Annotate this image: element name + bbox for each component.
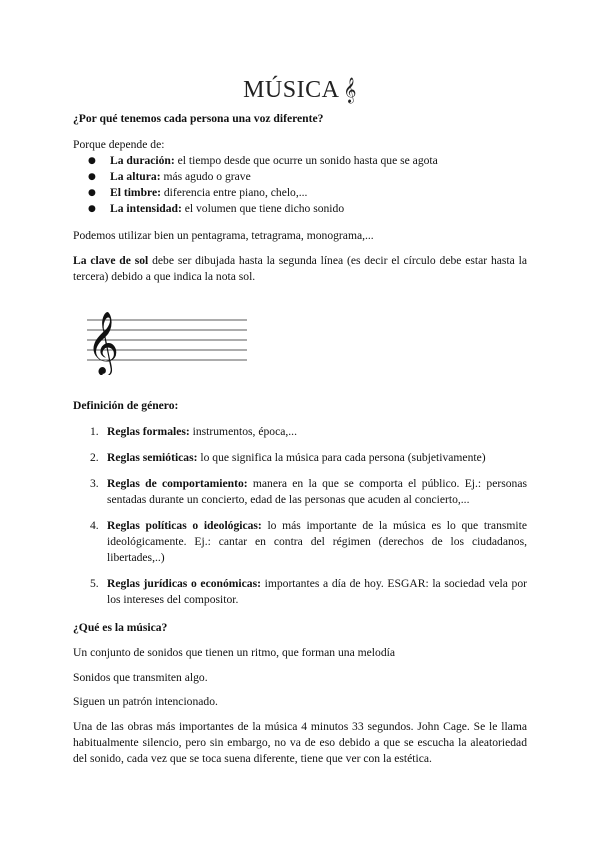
paragraph: Una de las obras más importantes de la música 4 minutos 33 segundos. John Cage. Se le llama habitualmente silencio, pero sin embargo, no va de eso debido a que se escucha la aleatoriedad del sonido, cada vez que se toca suena diferente, tiene que ver con la estética. — [73, 720, 527, 765]
staff-treble-clef-icon: 𝄞 — [87, 311, 119, 374]
bullet-text: diferencia entre piano, chelo,... — [160, 186, 308, 199]
item-text: lo que significa la música para cada persona (subjetivamente) — [197, 451, 486, 464]
bullet-text: más agudo o grave — [160, 170, 251, 183]
bullet-icon: ● — [88, 204, 96, 214]
item-text: lo más importante de la música es lo que transmite ideológicamente. Ej.: cantar en contra del régimen (derechos de los ciudadanos, libertades,..) — [107, 519, 527, 564]
item-text: instrumentos, época,... — [189, 425, 297, 438]
clef-paragraph — [73, 253, 527, 285]
item-term: Reglas de comportamiento: — [107, 477, 248, 490]
item-term: Reglas políticas o ideológicas: — [107, 519, 262, 532]
treble-clef-staff — [85, 305, 250, 375]
treble-clef-icon: 𝄞 — [343, 78, 357, 103]
staff-paragraph: Podemos utilizar bien un pentagrama, tetragrama, monograma,... — [73, 229, 374, 242]
genre-heading: Definición de género: — [73, 399, 179, 412]
bullet-icon: ● — [88, 172, 96, 182]
bullet-icon: ● — [88, 156, 96, 166]
clef-text: debe ser dibujada hasta la segunda línea (es decir el círculo debe estar hasta la tercera) debido a que indica la nota sol. — [73, 254, 527, 283]
page-title — [0, 74, 600, 107]
item-number: 2. — [90, 451, 99, 464]
intro-text: Porque depende de: — [73, 138, 165, 151]
bullet-text: el volumen que tiene dicho sonido — [181, 202, 345, 215]
item-term: Reglas jurídicas o económicas: — [107, 577, 261, 590]
music-heading: ¿Qué es la música? — [73, 621, 168, 634]
item-number: 4. — [90, 519, 99, 532]
bullet-text: el tiempo desde que ocurre un sonido hasta que se agota — [174, 154, 438, 167]
question-heading: ¿Por qué tenemos cada persona una voz diferente? — [73, 112, 324, 125]
paragraph: Siguen un patrón intencionado. — [73, 695, 218, 708]
bullet-term: La altura: — [110, 170, 161, 183]
item-number: 3. — [90, 477, 99, 490]
bullet-icon: ● — [88, 188, 96, 198]
bullet-term: El timbre: — [110, 186, 161, 199]
clef-term: La clave de sol — [73, 254, 149, 267]
paragraph: Sonidos que transmiten algo. — [73, 671, 208, 684]
item-text: importantes a día de hoy. ESGAR: la sociedad vela por los intereses del compositor. — [107, 577, 527, 606]
bullet-term: La duración: — [110, 154, 175, 167]
title-text: MÚSICA — [243, 77, 340, 103]
item-number: 1. — [90, 425, 99, 438]
item-text: manera en la que se comporta el público. Ej.: personas sentadas durante un concierto, edad de las personas que acuden al concierto,... — [107, 477, 527, 506]
item-number: 5. — [90, 577, 99, 590]
item-term: Reglas semióticas: — [107, 451, 198, 464]
paragraph: Un conjunto de sonidos que tienen un ritmo, que forman una melodía — [73, 646, 395, 659]
item-term: Reglas formales: — [107, 425, 190, 438]
bullet-term: La intensidad: — [110, 202, 182, 215]
